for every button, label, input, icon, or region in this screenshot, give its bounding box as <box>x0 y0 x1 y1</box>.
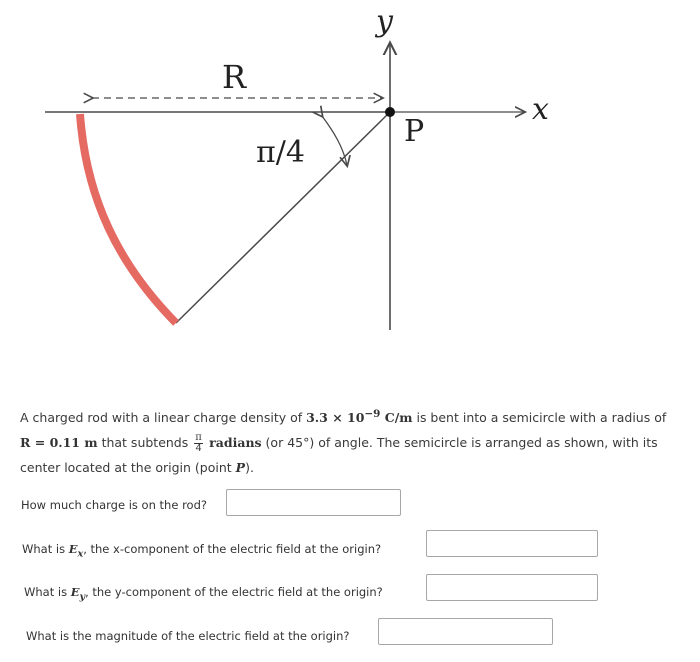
ex-answer-input[interactable] <box>426 530 598 557</box>
radius-label: R <box>222 58 247 96</box>
ey-symbol: $E_y$ <box>70 585 86 603</box>
x-axis-label: x <box>532 92 549 127</box>
question-ey: What is $E_y$, the y-component of the electric field at the origin? <box>24 585 383 603</box>
radians-word: radians <box>204 435 262 451</box>
question-magnitude: What is the magnitude of the electric field at the origin? <box>26 629 350 643</box>
problem-statement <box>20 402 680 480</box>
y-axis-label: y <box>376 4 393 39</box>
problem-text-4: (or 45°) of angle. The semicircle is arranged as shown, with its center located at the origin (point <box>20 435 658 476</box>
exponent: −9 <box>364 408 381 420</box>
problem-text-1: A charged rod with a linear charge density of <box>20 410 307 426</box>
charge-density-value: $3.3 \times 10^{-9}$ C/m <box>306 408 413 426</box>
point-label: P <box>235 460 246 476</box>
problem-text-2: is bent into a semicircle with a radius of <box>412 410 667 426</box>
problem-text-3: that subtends <box>97 435 193 451</box>
magnitude-answer-input[interactable] <box>378 618 553 645</box>
question-charge: How much charge is on the rod? <box>21 498 207 512</box>
ey-answer-input[interactable] <box>426 574 598 601</box>
charged-rod <box>80 114 176 323</box>
origin-label: P <box>404 114 425 149</box>
angle-fraction: $\frac{\pi}{4}$ <box>195 432 202 455</box>
angle-label: π/4 <box>256 135 305 170</box>
question-ex: What is $E_x$, the x-component of the electric field at the origin? <box>22 542 382 560</box>
charge-answer-input[interactable] <box>226 489 401 516</box>
problem-text-5: ). <box>245 460 254 476</box>
radius-value: R = 0.11 m <box>20 435 98 451</box>
ex-symbol: $E_x$ <box>68 542 84 560</box>
origin-point <box>385 107 395 117</box>
